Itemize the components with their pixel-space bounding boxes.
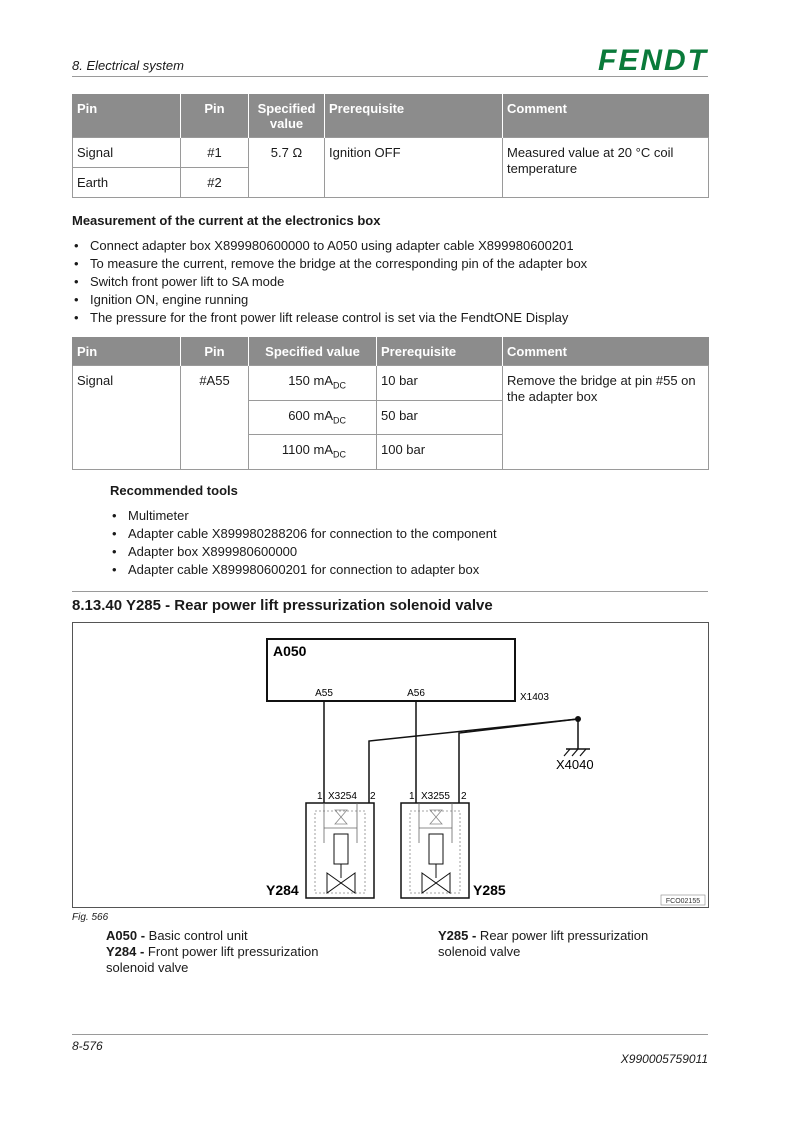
valve-y284-inner [315, 811, 365, 893]
valve-y285-coil [429, 834, 443, 864]
list-item: • Adapter box X899980600000 [110, 543, 708, 561]
value-cell: 600 $mA_{DC}$ [249, 400, 377, 435]
header-divider [72, 76, 708, 77]
valve-y285-symbol [422, 873, 436, 893]
list-item: • To measure the current, remove the bridge at the corresponding pin of the adapter box [72, 255, 708, 273]
plug-label-2: X3255 [421, 791, 450, 802]
fendt-logo [560, 44, 710, 74]
page-number: 8-576 [72, 1039, 103, 1053]
pin-cell: #A55 [181, 366, 249, 470]
list-item: • Adapter cable X899980600201 for connection to adapter box [110, 561, 708, 579]
pin-label-a55: A55 [315, 688, 333, 699]
prerequisite-cell: Ignition OFF [325, 138, 503, 198]
comment-cell: Remove the bridge at pin #55 on the adapter box [503, 366, 709, 470]
measurement-heading: Measurement of the current at the electronics box [72, 213, 381, 228]
col-header: Specified value [249, 337, 377, 366]
ground-label: X4040 [556, 757, 594, 772]
pin-cell: #2 [181, 168, 249, 198]
tools-list [110, 507, 708, 579]
figure-code: FCO02155 [665, 898, 701, 905]
col-header: Specified value [249, 94, 325, 138]
value-cell: 1100 $mA_{DC}$ [249, 435, 377, 470]
col-header: Prerequisite [325, 94, 503, 138]
legend-a050: A050 - Basic control unit [106, 928, 248, 943]
table-header-row [73, 337, 709, 366]
brand-text: FENDT [598, 44, 708, 74]
tools-heading: Recommended tools [110, 483, 238, 498]
section-header: 8. Electrical system [72, 58, 184, 73]
ground-hatch [580, 749, 586, 756]
prerequisite-cell: 50 bar [377, 400, 503, 435]
valve-y285-label: Y285 [473, 882, 506, 898]
pin-label-a56: A56 [407, 688, 425, 699]
ground-hatch [572, 749, 578, 756]
valve-y284-symbol [327, 873, 341, 893]
ground-hatch [564, 749, 570, 756]
resistance-table [72, 94, 709, 198]
col-header: Comment [503, 94, 709, 138]
pin1-label: 1 [317, 791, 323, 802]
section-divider [72, 591, 708, 592]
col-header: Pin [181, 337, 249, 366]
value-cell: 150 $mA_{DC}$ [249, 366, 377, 401]
pin-name-cell: Earth [73, 168, 181, 198]
footer-divider [72, 1034, 708, 1035]
list-item: • Connect adapter box X899980600000 to A050 using adapter cable X899980600201 [72, 237, 708, 255]
list-item: • Multimeter [110, 507, 708, 525]
pin2-label: 2 [461, 791, 467, 802]
legend-y285: Y285 - Rear power lift pressurization solenoid valve [438, 928, 649, 959]
col-header: Pin [73, 337, 181, 366]
current-table [72, 337, 709, 470]
list-item: • Adapter cable X899980288206 for connection to the component [110, 525, 708, 543]
comment-cell: Measured value at 20 °C coil temperature [503, 138, 709, 198]
valve-y284-coil [334, 834, 348, 864]
control-unit-label: A050 [273, 643, 307, 659]
pin2-label: 2 [370, 791, 376, 802]
col-header: Pin [181, 94, 249, 138]
legend-y284: Y284 - Front power lift pressurization solenoid valve [106, 944, 319, 975]
value-cell: 5.7 Ω [249, 138, 325, 198]
pin-name-cell: Signal [73, 366, 181, 470]
prerequisite-cell: 100 bar [377, 435, 503, 470]
document-number: X990005759011 [620, 1052, 708, 1066]
section-title: 8.13.40 Y285 - Rear power lift pressurization solenoid valve [72, 597, 493, 614]
plug-label-1: X3254 [328, 791, 357, 802]
table-row [73, 138, 709, 168]
prerequisite-cell: 10 bar [377, 366, 503, 401]
list-item: • The pressure for the front power lift release control is set via the FendtONE Display [72, 309, 708, 327]
wiring-diagram [72, 622, 709, 908]
col-header: Comment [503, 337, 709, 366]
valve-y285-inner [410, 811, 460, 893]
col-header: Prerequisite [377, 337, 503, 366]
list-item: • Ignition ON, engine running [72, 291, 708, 309]
pin-cell: #1 [181, 138, 249, 168]
table-header-row [73, 94, 709, 138]
figure-label: Fig. 566 [72, 912, 109, 923]
measurement-steps [72, 237, 708, 327]
col-header: Pin [73, 94, 181, 138]
connector-label: X1403 [520, 692, 549, 703]
pin1-label: 1 [409, 791, 415, 802]
pin-name-cell: Signal [73, 138, 181, 168]
table-row [73, 366, 709, 401]
valve-y284-label: Y284 [266, 882, 299, 898]
list-item: • Switch front power lift to SA mode [72, 273, 708, 291]
